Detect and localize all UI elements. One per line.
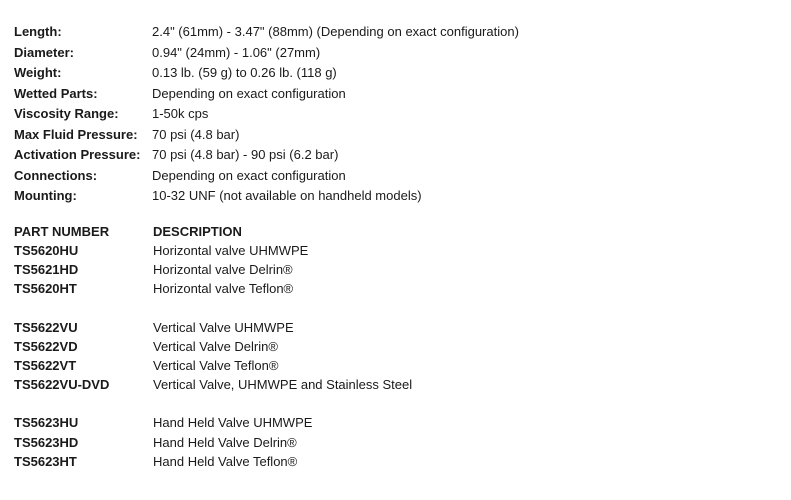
spec-value: 0.94" (24mm) - 1.06" (27mm) [152, 44, 321, 60]
specifications-list [14, 22, 774, 207]
spec-label: Wetted Parts: [14, 85, 98, 101]
table-row [14, 337, 774, 356]
part-description: Horizontal valve Delrin® [153, 262, 293, 278]
spec-value: 70 psi (4.8 bar) [152, 126, 240, 142]
spec-row-length [14, 22, 774, 43]
table-row [14, 452, 774, 471]
hand-held-valve-group [14, 413, 774, 471]
part-description: Hand Held Valve Delrin® [153, 434, 297, 450]
spec-value: Depending on exact configuration [152, 167, 346, 183]
part-description: Vertical Valve Teflon® [153, 357, 279, 373]
spec-label: Activation Pressure: [14, 147, 141, 162]
part-number: TS5623HT [14, 453, 77, 469]
table-row [14, 260, 774, 279]
part-number: TS5623HD [14, 434, 79, 450]
spec-value: Depending on exact configuration [152, 85, 346, 101]
spec-row-weight [14, 63, 774, 84]
spec-label: Max Fluid Pressure: [14, 126, 138, 142]
part-description: Vertical Valve, UHMWPE and Stainless Steel [153, 377, 413, 393]
spec-value: 0.13 lb. (59 g) to 0.26 lb. (118 g) [152, 65, 337, 80]
part-number: TS5623HU [14, 415, 79, 431]
table-row [14, 279, 774, 298]
table-row [14, 433, 774, 452]
spec-label: Viscosity Range: [14, 106, 119, 121]
horizontal-valve-group [14, 241, 774, 299]
table-row [14, 413, 774, 432]
spec-value: 1-50k cps [152, 106, 209, 121]
part-number-column-header: PART NUMBER [14, 223, 110, 239]
table-row [14, 356, 774, 375]
part-description: Horizontal valve UHMWPE [153, 243, 309, 258]
part-number: TS5621HD [14, 262, 79, 278]
spec-value: 70 psi (4.8 bar) - 90 psi (6.2 bar) [152, 147, 339, 162]
parts-table [14, 222, 774, 471]
table-row [14, 375, 774, 394]
part-number: TS5622VU [14, 319, 78, 335]
spec-label: Diameter: [14, 44, 74, 60]
spec-label: Length: [14, 24, 62, 39]
spec-sheet [14, 22, 774, 471]
description-column-header: DESCRIPTION [153, 223, 242, 239]
part-description: Vertical Valve UHMWPE [153, 319, 294, 335]
parts-table-header [14, 222, 774, 242]
spec-row-viscosity-range [14, 104, 774, 125]
spec-row-activation-pressure [14, 145, 774, 166]
part-number: TS5622VU-DVD [14, 377, 110, 393]
spec-row-wetted-parts [14, 84, 774, 105]
part-description: Hand Held Valve Teflon® [153, 453, 298, 469]
part-number: TS5622VD [14, 338, 78, 354]
part-number: TS5620HU [14, 243, 79, 258]
spec-label: Weight: [14, 65, 62, 80]
vertical-valve-group [14, 318, 774, 395]
spec-value: 2.4" (61mm) - 3.47" (88mm) (Depending on exact configuration) [152, 24, 519, 39]
part-number: TS5620HT [14, 281, 77, 297]
spec-row-connections [14, 166, 774, 187]
table-row [14, 318, 774, 337]
table-row [14, 241, 774, 260]
spec-value: 10-32 UNF (not available on handheld models) [152, 188, 422, 203]
spec-row-diameter [14, 43, 774, 64]
spec-label: Connections: [14, 167, 98, 183]
part-number: TS5622VT [14, 357, 77, 373]
spec-label: Mounting: [14, 188, 77, 203]
spec-row-mounting [14, 186, 774, 207]
part-description: Hand Held Valve UHMWPE [153, 415, 313, 431]
spec-row-max-fluid-pressure [14, 125, 774, 146]
part-description: Horizontal valve Teflon® [153, 281, 294, 297]
part-description: Vertical Valve Delrin® [153, 338, 278, 354]
